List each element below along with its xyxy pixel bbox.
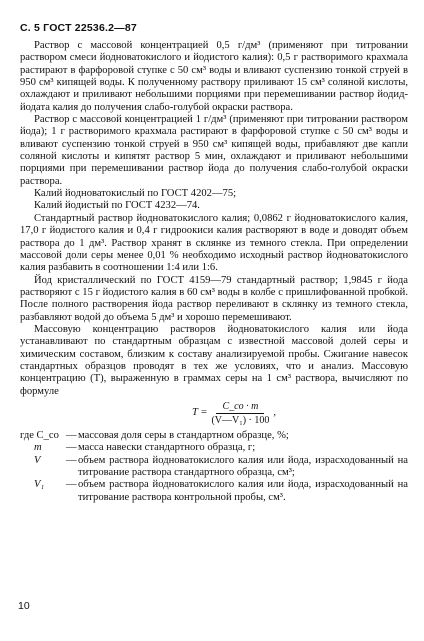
legend-symbol: V₁ — [34, 479, 45, 491]
formula-numerator: C_co · m — [216, 401, 264, 414]
body-text — [20, 40, 408, 504]
legend-row — [20, 442, 408, 454]
page-number: 10 — [18, 600, 30, 612]
formula-tail: , — [273, 407, 277, 419]
paragraph: Массовую концентрацию растворов йодноватокислого калия или йода устанавливают по стандартным образцам с известной массовой долей серы и химическим составом, близким к составу анализируемой пробы. Сжигание навесок стандартных образцов проводят в тех же условиях, что и анализ. Массовую концентрацию (T), выраженную в граммах серы на 1 см³ раствора, вычисляют по формуле — [20, 323, 408, 397]
legend-symbol: m — [34, 442, 42, 454]
page-header: С. 5 ГОСТ 22536.2—87 — [20, 22, 137, 34]
legend-row — [20, 430, 408, 442]
formula-fraction — [211, 401, 269, 426]
legend-dash: — — [66, 479, 77, 491]
legend-symbol: где C_co — [20, 429, 59, 441]
legend-dash: — — [66, 454, 77, 466]
paragraph: Раствор с массовой концентрацией 1 г/дм³ (применяют при титровании раствором йода); 1 г растворимого крахмала растирают в фарфоровой ступке с 50 см³ воды и вливают суспензию тонкой струей в 950 см³ кипящей воды, прибавляют две капли соляной кислоты и кипятят раствор 5 мин, охлаждают и приливают небольшими порциями при перемешивании раствор йода до получения слабо-голубой окраски раствора. — [20, 114, 408, 187]
paragraph: Стандартный раствор йодноватокислого калия; 0,0862 г йодноватокислого калия, 17,0 г йодистого калия и 0,4 г гидроокиси калия растворяют в воде и доводят объем раствора до 1 дм³. Раствор хранят в склянке из темного стекла. При определении массовой доли серы менее 0,01 % необходимо исходный раствор йодноватокислого калия разбавить в соотношении 1:4 или 1:6. — [20, 212, 408, 274]
legend-row — [20, 479, 408, 504]
paragraph: Раствор с массовой концентрацией 0,5 г/дм³ (применяют при титровании раствором смеси йодноватокислого и йодистого калия): 0,5 г растворимого крахмала растирают в фарфоровой ступке с 50 см³ воды и вливают суспензию тонкой струей в 950 см³ кипящей воды. К полученному раствору приливают 15 см³ соляной кислоты, охлаждают и приливают небольшими порциями при перемешивании раствор йодид-йодата калия до получения слабо-голубой окраски раствора. — [20, 40, 408, 113]
legend-dash: — — [66, 442, 77, 454]
formula-lhs: T = — [191, 407, 208, 419]
formula-denominator: (V—V₁) · 100 — [211, 414, 270, 426]
legend-dash: — — [66, 429, 77, 441]
legend-description: масса навески стандартного образца, г; — [78, 442, 256, 454]
paragraph: Калий йодистый по ГОСТ 4232—74. — [34, 200, 200, 212]
legend-description: массовая доля серы в стандартном образце, %; — [78, 429, 289, 441]
legend-row — [20, 455, 408, 480]
paragraph: Йод кристаллический по ГОСТ 4159—79 стандартный раствор; 1,9845 г йода растворяют с 15 г йодистого калия в 60 см³ воды в колбе с пришлифованной пробкой. После полного растворения йода раствор переливают в склянку из темного стекла, разбавляют водой до объема 5 дм³ и хорошо перемешивают. — [20, 274, 408, 323]
legend-description: объем раствора йодноватокислого калия или йода, израсходованный на титрование раствора стандартного образца, см³; — [78, 454, 408, 478]
paragraph: Калий йодноватокислый по ГОСТ 4202—75; — [34, 188, 237, 200]
formula-legend — [20, 430, 408, 504]
formula — [60, 401, 408, 426]
legend-description: объем раствора йодноватокислого калия или йода, израсходованный на титрование раствора контрольной пробы, см³. — [78, 479, 408, 503]
legend-symbol: V — [34, 454, 41, 466]
